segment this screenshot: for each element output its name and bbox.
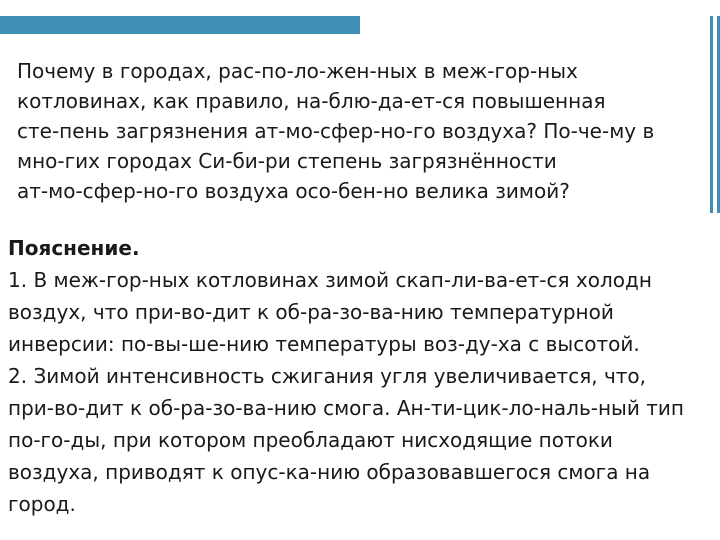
question-line: Почему в городах, рас-по-ло-жен-ных в меж-гор-ных <box>17 59 578 83</box>
explanation-heading: Пояснение. <box>8 236 140 260</box>
explanation-line: воздух, что при-во-дит к об-ра-зо-ва-нию температурной <box>8 300 614 324</box>
explanation-line: воздуха, приводят к опус-ка-нию образовавшегося смога на <box>8 460 651 484</box>
explanation-line: город. <box>8 492 76 516</box>
question-line: котловинах, как правило, на-блю-да-ет-ся повышенная <box>17 89 606 113</box>
explanation-line: по-го-ды, при котором преобладают нисходящие потоки <box>8 428 613 452</box>
explanation-line: 1. В меж-гор-ных котловинах зимой скап-ли-ва-ет-ся холодн <box>8 268 652 292</box>
question-line: сте-пень загрязнения ат-мо-сфер-но-го воздуха? По-че-му в <box>17 119 655 143</box>
explanation-line: инверсии: по-вы-ше-нию температуры воз-ду-ха с высотой. <box>8 332 640 356</box>
header-light-segment <box>360 16 720 34</box>
explanation-line: при-во-дит к об-ра-зо-ва-нию смога. Ан-ти-цик-ло-наль-ный тип <box>8 396 684 420</box>
header-accent-bar <box>0 16 720 34</box>
explanation-text <box>8 232 720 520</box>
header-accent-segment <box>0 16 360 34</box>
question-line: мно-гих городах Си-би-ри степень загрязнённости <box>17 149 557 173</box>
question-line: ат-мо-сфер-но-го воздуха осо-бен-но велика зимой? <box>17 179 570 203</box>
question-text <box>17 56 720 206</box>
explanation-line: 2. Зимой интенсивность сжигания угля увеличивается, что, <box>8 364 647 388</box>
